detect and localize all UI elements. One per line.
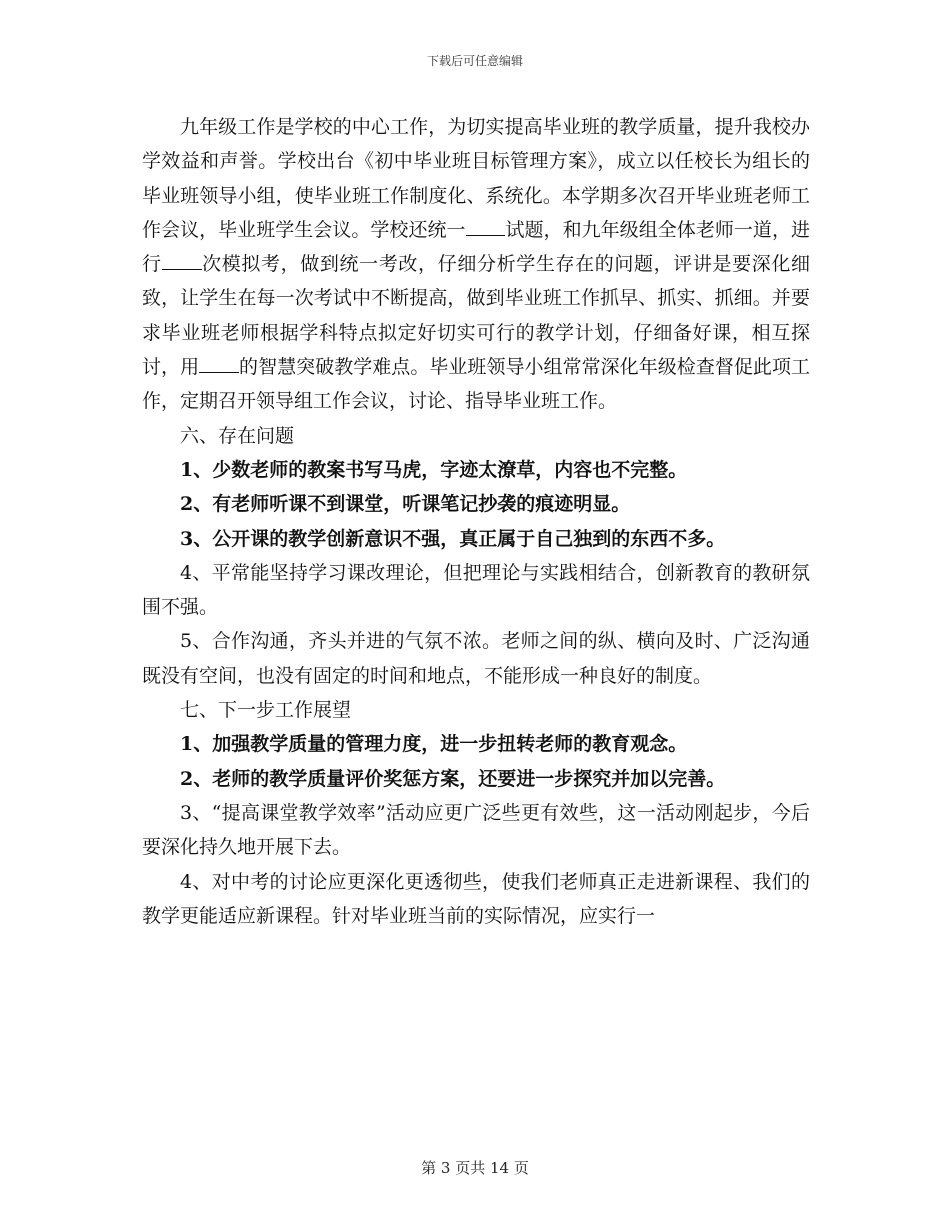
blank-line-3 bbox=[199, 355, 239, 373]
section-7-item-2: 2、老师的教学质量评价奖惩方案，还要进一步探究并加以完善。 bbox=[180, 767, 726, 790]
section-6-item-1: 1、少数老师的教案书写马虎，字迹太潦草，内容也不完整。 bbox=[180, 458, 688, 481]
section-6-item-3: 3、公开课的教学创新意识不强，真正属于自己独到的东西不多。 bbox=[180, 527, 726, 550]
section-7-item-4: 4、对中考的讨论应更深化更透彻些，使我们老师真正走进新课程、我们的教学更能适应新课程。针对毕业班当前的实际情况，应实行一 bbox=[142, 870, 810, 927]
section-6-heading: 六、存在问题 bbox=[180, 424, 295, 447]
intro-text-4: 的智慧突破教学难点。毕业班领导小组常常深化年级检查督促此项工作，定期召开领导组工作会议，讨论、指导毕业班工作。 bbox=[142, 356, 810, 413]
page-footer: 第 3 页共 14 页 bbox=[421, 1159, 529, 1177]
blank-line-2 bbox=[162, 252, 202, 270]
section-6-item-5: 5、合作沟通，齐头并进的气氛不浓。老师之间的纵、横向及时、广泛沟通既没有空间，也没有固定的时间和地点，不能形成一种良好的制度。 bbox=[142, 630, 810, 687]
intro-paragraph bbox=[142, 110, 810, 419]
intro-text-2: 试题，和九年级组全体老师一道，进行 bbox=[142, 218, 810, 276]
section-6-item-2: 2、有老师听课不到课堂，听课笔记抄袭的痕迹明显。 bbox=[180, 493, 631, 516]
document-body bbox=[142, 110, 810, 933]
section-7-item-1: 1、加强教学质量的管理力度，进一步扭转老师的教育观念。 bbox=[180, 733, 688, 756]
intro-text-1: 九年级工作是学校的中心工作，为切实提高毕业班的教学质量，提升我校办学效益和声誉。学校出台《初中毕业班目标管理方案》，成立以任校长为组长的毕业班领导小组，使毕业班工作制度化、系统化。本学期多次召开毕业班老师工作会议，毕业班学生会议。学校还统一 bbox=[142, 116, 810, 241]
intro-text-3: 次模拟考，做到统一考改，仔细分析学生存在的问题，评讲是要深化细致，让学生在每一次考试中不断提高，做到毕业班工作抓早、抓实、抓细。并要求毕业班老师根据学科特点拟定好切实可行的教学计划，仔细备好课，相互探讨，用 bbox=[142, 253, 810, 379]
section-6-item-4: 4、平常能坚持学习课改理论，但把理论与实践相结合，创新教育的教研氛围不强。 bbox=[142, 561, 810, 619]
blank-line-1 bbox=[466, 218, 506, 236]
page-header: 下载后可任意编辑 bbox=[426, 54, 523, 68]
section-7-item-3: 3、“提高课堂教学效率”活动应更广泛些更有效些，这一活动刚起步，今后要深化持久地开展下去。 bbox=[142, 801, 810, 859]
section-7-heading: 七、下一步工作展望 bbox=[180, 699, 352, 722]
